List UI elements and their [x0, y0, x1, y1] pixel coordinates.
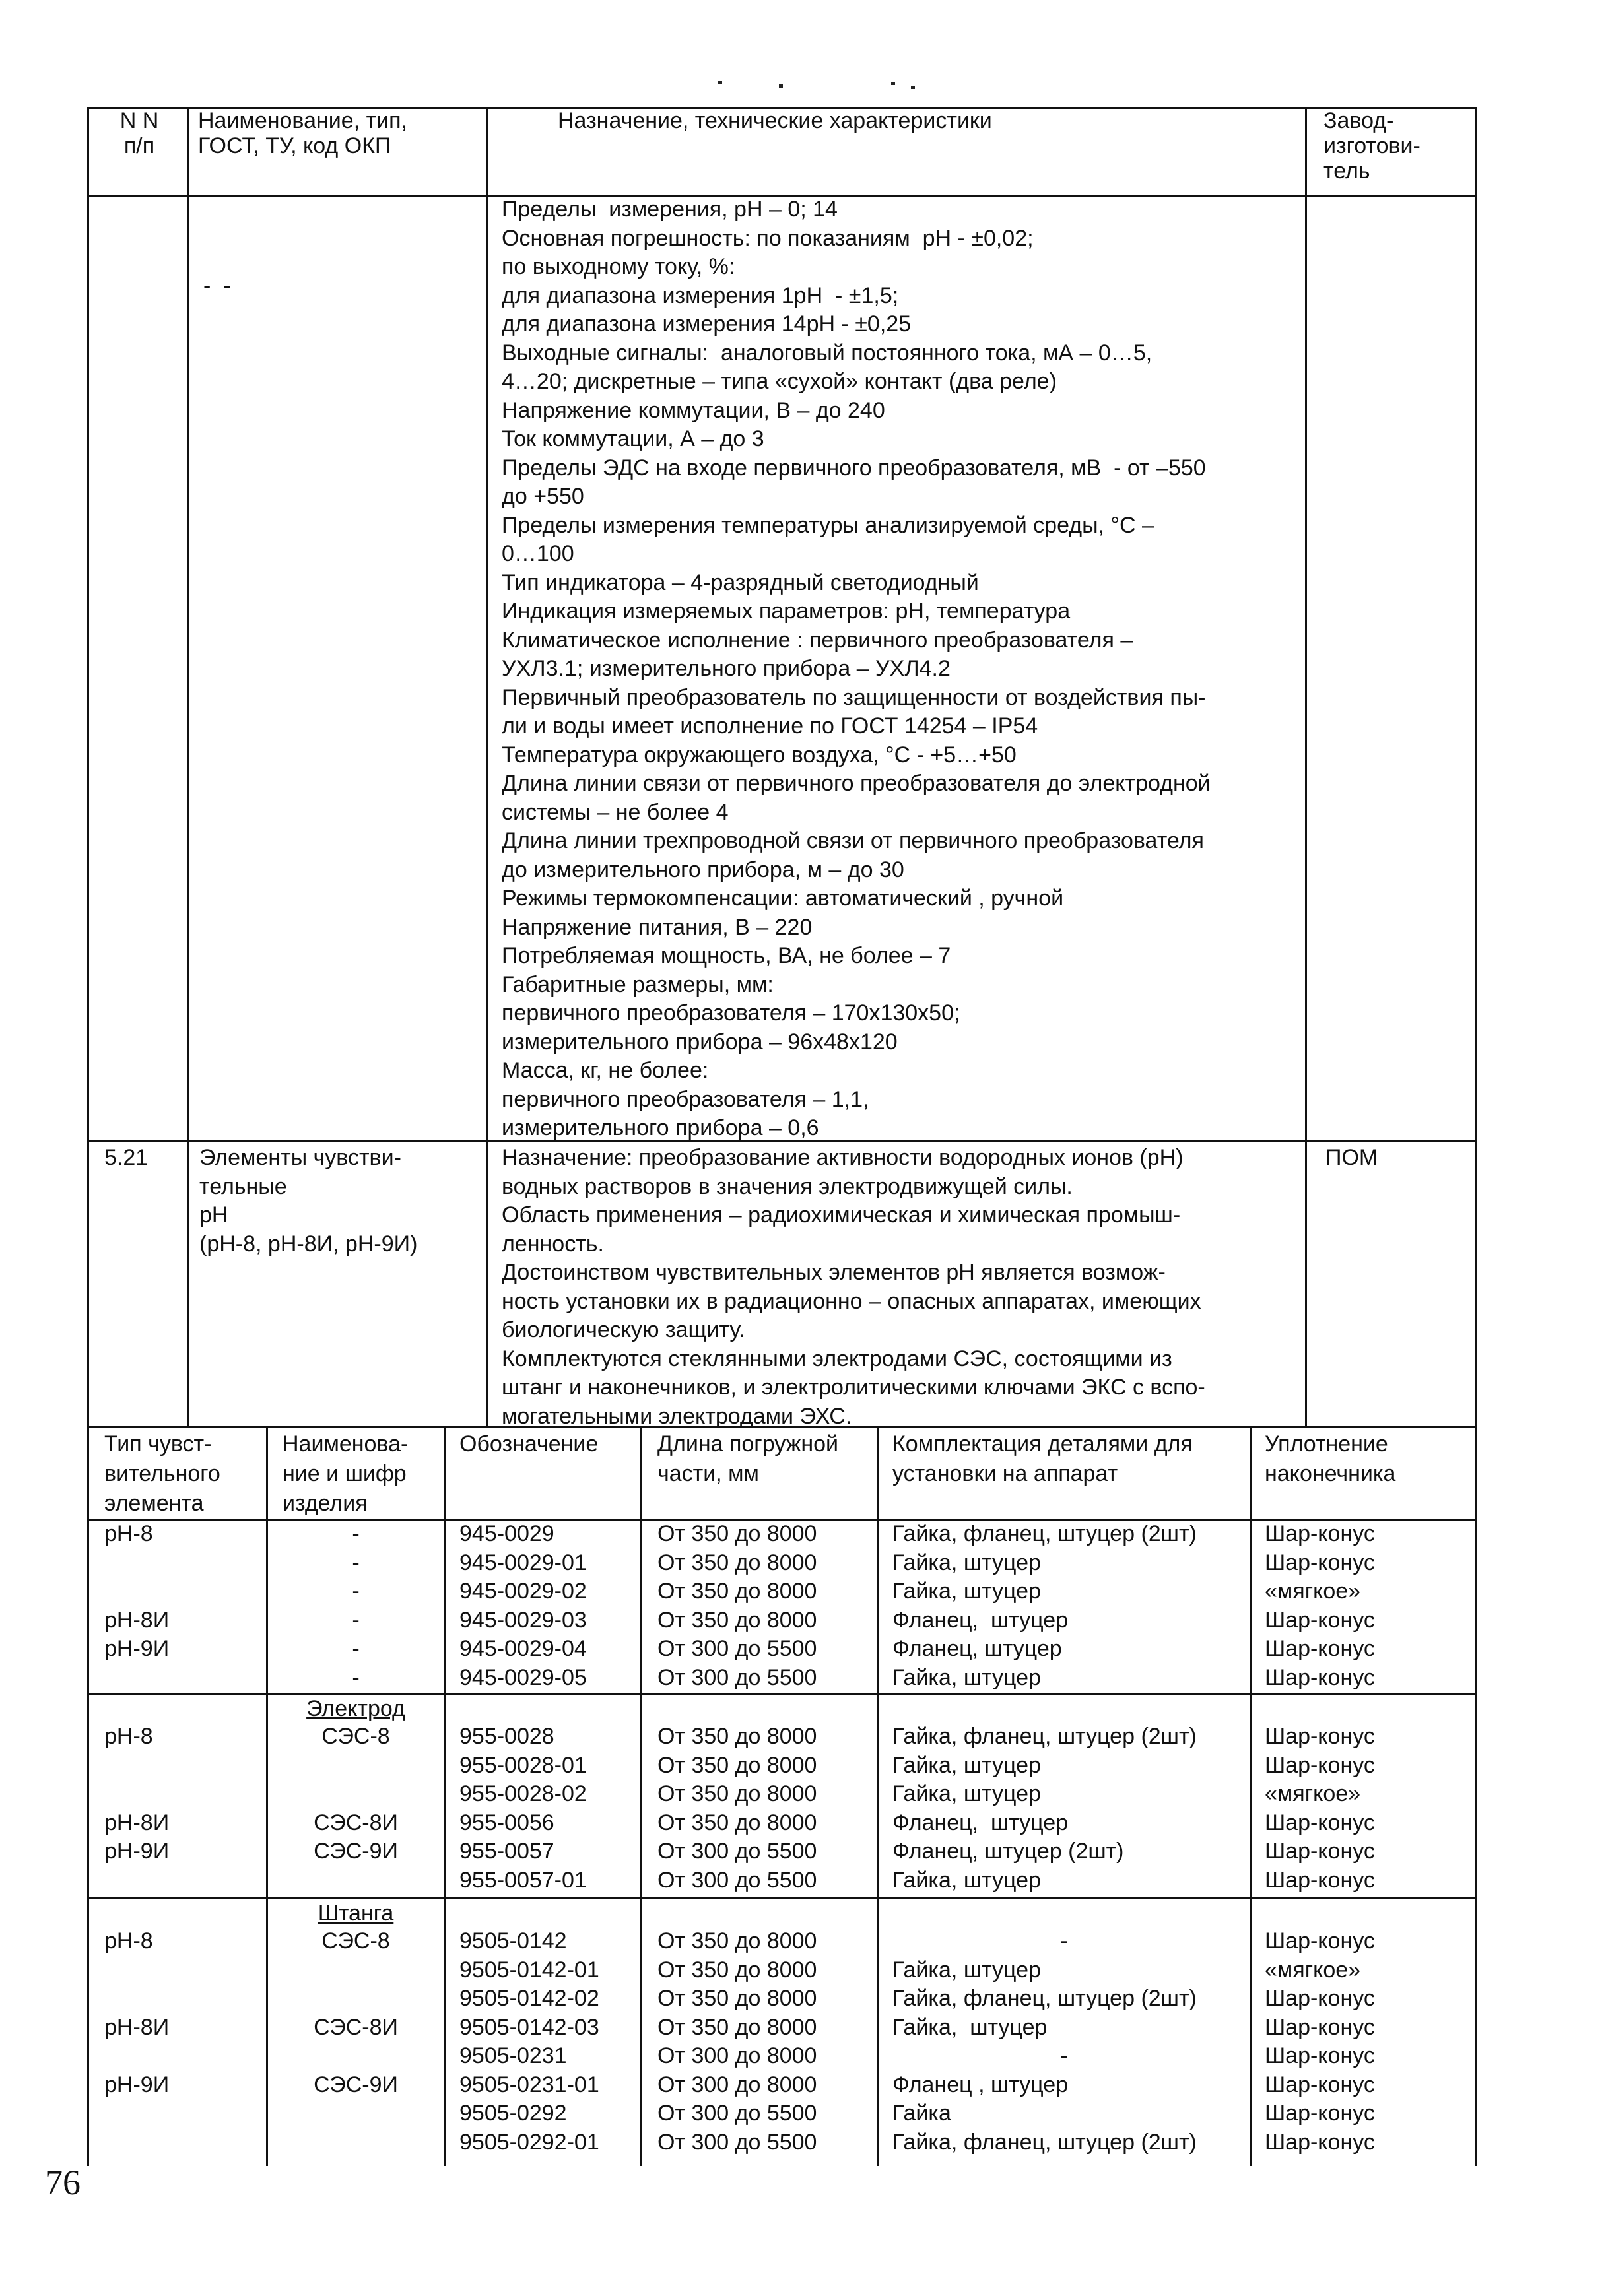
- cell-designation: 9505-0292-01: [459, 2129, 599, 2155]
- cell-type: рН-8: [104, 1724, 153, 1749]
- cell-length: От 350 до 8000: [657, 1607, 817, 1633]
- scan-speck: [911, 86, 915, 89]
- spec-line: Основная погрешность: по показаниям рН - ±0,02;: [502, 225, 1034, 251]
- cell-kit: Гайка, штуцер: [892, 1579, 1041, 1604]
- sub-header-designation: Обозначение: [459, 1431, 599, 1457]
- spec-line: Температура окружающего воздуха, °С - +5…+50: [502, 742, 1017, 768]
- page-number: 76: [45, 2163, 81, 2202]
- header-manufacturer: Завод- изготови- тель: [1323, 108, 1421, 183]
- cell-kit: Гайка, штуцер: [892, 2014, 1048, 2040]
- section-label-rod: Штанга: [318, 1901, 394, 1926]
- cell-seal: Шар-конус: [1265, 1607, 1375, 1633]
- cell-name: СЭС-8: [321, 1724, 390, 1749]
- spec-line: Пределы измерения, рН – 0; 14: [502, 197, 838, 222]
- item-name-line: Элементы чувстви-: [199, 1145, 401, 1170]
- spec-line: ли и воды имеет исполнение по ГОСТ 14254 – IP54: [502, 713, 1038, 738]
- table-row: [0, 1520, 1606, 1549]
- header-number: N N п/п: [119, 108, 159, 158]
- cell-type: рН-8И: [104, 2014, 170, 2040]
- table-row: [0, 2042, 1606, 2071]
- item-description: [502, 1144, 1205, 1431]
- cell-designation: 955-0028-02: [459, 1781, 587, 1806]
- cell-type: рН-8И: [104, 1607, 170, 1633]
- cell-seal: Шар-конус: [1265, 1550, 1375, 1575]
- spec-line: 4…20; дискретные – типа «сухой» контакт (два реле): [502, 369, 1057, 394]
- cell-seal: Шар-конус: [1265, 1521, 1375, 1546]
- vline-main-3: [1305, 107, 1307, 1427]
- cell-type: рН-8: [104, 1521, 153, 1546]
- group-1: [0, 1520, 1606, 1692]
- spec-name-cell: - -: [203, 273, 231, 298]
- spec-line: Длина линии трехпроводной связи от первичного преобразователя: [502, 828, 1204, 853]
- cell-designation: 9505-0142-03: [459, 2014, 599, 2040]
- cell-seal: Шар-конус: [1265, 2043, 1375, 2068]
- cell-designation: 955-0056: [459, 1810, 554, 1835]
- spec-line: Длина линии связи от первичного преобразователя до электродной: [502, 771, 1211, 796]
- cell-seal: Шар-конус: [1265, 1664, 1375, 1690]
- cell-length: От 350 до 8000: [657, 1781, 817, 1806]
- item-name-line: тельные: [199, 1173, 287, 1199]
- item-desc-line: ность установки их в радиационно – опасных аппаратах, имеющих: [502, 1288, 1201, 1314]
- spec-lines: [502, 195, 1211, 1143]
- spec-line: Напряжение коммутации, В – до 240: [502, 397, 885, 423]
- table-row: [0, 2071, 1606, 2100]
- cell-kit: Фланец , штуцер: [892, 2072, 1069, 2097]
- spec-line: Пределы измерения температуры анализируемой среды, °С –: [502, 512, 1154, 538]
- cell-length: От 350 до 8000: [657, 2014, 817, 2040]
- cell-name: -: [352, 1550, 360, 1575]
- cell-seal: Шар-конус: [1265, 1839, 1375, 1864]
- spec-line: для диапазона измерения 1рН - ±1,5;: [502, 282, 899, 308]
- cell-designation: 945-0029: [459, 1521, 554, 1546]
- cell-length: От 300 до 5500: [657, 1867, 817, 1893]
- item-desc-line: водных растворов в значения электродвижущей силы.: [502, 1173, 1073, 1199]
- header-name: Наименование, тип, ГОСТ, ТУ, код ОКП: [198, 108, 408, 158]
- table-row: [0, 1722, 1606, 1752]
- cell-length: От 350 до 8000: [657, 1986, 817, 2011]
- cell-name: СЭС-9И: [314, 1839, 398, 1864]
- table-row: [0, 1780, 1606, 1809]
- cell-type: рН-8И: [104, 1810, 170, 1835]
- item-desc-line: Область применения – радиохимическая и химическая промыш-: [502, 1202, 1181, 1228]
- item-desc-line: ленность.: [502, 1231, 604, 1257]
- cell-name: СЭС-8И: [314, 2014, 398, 2040]
- cell-length: От 350 до 8000: [657, 1928, 817, 1953]
- cell-name: -: [352, 1607, 360, 1633]
- cell-designation: 9505-0231: [459, 2043, 567, 2068]
- cell-length: От 350 до 8000: [657, 1579, 817, 1604]
- spec-line: первичного преобразователя – 1,1,: [502, 1086, 869, 1112]
- cell-designation: 9505-0292: [459, 2101, 567, 2126]
- item-desc-line: могательными электродами ЭХС.: [502, 1403, 852, 1429]
- cell-seal: Шар-конус: [1265, 1867, 1375, 1893]
- table-row: [0, 1549, 1606, 1578]
- cell-seal: «мягкое»: [1265, 1781, 1361, 1806]
- spec-line: Масса, кг, не более:: [502, 1058, 709, 1083]
- scan-speck: [718, 81, 722, 84]
- section-label-electrode: Электрод: [306, 1696, 405, 1721]
- item-desc-line: биологическую защиту.: [502, 1317, 745, 1342]
- table-row: [0, 1927, 1606, 1956]
- spec-line: 0…100: [502, 541, 574, 566]
- cell-seal: Шар-конус: [1265, 1986, 1375, 2011]
- scan-speck: [891, 82, 895, 85]
- table-row: [0, 1606, 1606, 1635]
- cell-seal: «мягкое»: [1265, 1579, 1361, 1604]
- cell-type: рН-8: [104, 1928, 153, 1953]
- table-row: [0, 1837, 1606, 1866]
- item-name: [199, 1144, 417, 1259]
- cell-kit: Фланец, штуцер: [892, 1607, 1069, 1633]
- spec-line: до +550: [502, 484, 584, 509]
- cell-seal: Шар-конус: [1265, 1810, 1375, 1835]
- cell-length: От 350 до 8000: [657, 1550, 817, 1575]
- cell-kit: Гайка, фланец, штуцер (2шт): [892, 2129, 1197, 2155]
- item-desc-line: Назначение: преобразование активности водородных ионов (рН): [502, 1145, 1184, 1170]
- sub-header-seal: Уплотнение наконечника: [1265, 1431, 1396, 1486]
- scan-speck: [779, 84, 783, 88]
- cell-designation: 9505-0231-01: [459, 2072, 599, 2097]
- cell-designation: 945-0029-02: [459, 1579, 587, 1604]
- table-row: [0, 1664, 1606, 1693]
- spec-line: Напряжение питания, В – 220: [502, 914, 813, 940]
- spec-line: по выходному току, %:: [502, 254, 735, 279]
- cell-length: От 300 до 5500: [657, 1839, 817, 1864]
- cell-kit: Гайка, штуцер: [892, 1664, 1041, 1690]
- cell-length: От 300 до 5500: [657, 2101, 817, 2126]
- table-row: [0, 1956, 1606, 1985]
- cell-type: рН-9И: [104, 1636, 170, 1661]
- vline-main-1: [187, 107, 189, 1427]
- sub-header-kit: Комплектация деталями для установки на аппарат: [892, 1431, 1193, 1486]
- cell-designation: 9505-0142: [459, 1928, 567, 1953]
- spec-line: для диапазона измерения 14рН - ±0,25: [502, 312, 912, 337]
- cell-seal: Шар-конус: [1265, 1752, 1375, 1778]
- cell-seal: Шар-конус: [1265, 1724, 1375, 1749]
- cell-designation: 945-0029-03: [459, 1607, 587, 1633]
- cell-length: От 300 до 5500: [657, 1664, 817, 1690]
- group-2: [0, 1722, 1606, 1895]
- item-desc-line: штанг и наконечников, и электролитическими ключами ЭКС с вспо-: [502, 1375, 1205, 1400]
- cell-kit: Гайка, штуцер: [892, 1550, 1041, 1575]
- cell-kit: Фланец, штуцер: [892, 1810, 1069, 1835]
- cell-length: От 350 до 8000: [657, 1957, 817, 1983]
- sub-header-length: Длина погружной части, мм: [657, 1431, 839, 1486]
- cell-designation: 955-0057: [459, 1839, 554, 1864]
- cell-type: рН-9И: [104, 2072, 170, 2097]
- cell-length: От 300 до 5500: [657, 1636, 817, 1661]
- item-desc-line: Достоинством чувствительных элементов рН является возмож-: [502, 1260, 1166, 1285]
- cell-seal: «мягкое»: [1265, 1957, 1361, 1983]
- cell-name: СЭС-9И: [314, 2072, 398, 2097]
- table-row: [0, 1635, 1606, 1664]
- item-desc-line: Комплектуются стеклянными электродами СЭС, состоящими из: [502, 1346, 1172, 1371]
- cell-designation: 945-0029-04: [459, 1636, 587, 1661]
- table-row: [0, 1984, 1606, 2014]
- spec-line: УХЛ3.1; измерительного прибора – УХЛ4.2: [502, 656, 951, 681]
- spec-line: измерительного прибора – 0,6: [502, 1115, 819, 1140]
- cell-length: От 350 до 8000: [657, 1752, 817, 1778]
- cell-length: От 350 до 8000: [657, 1724, 817, 1749]
- spec-line: Выходные сигналы: аналоговый постоянного тока, мА – 0…5,: [502, 340, 1153, 366]
- cell-name: -: [352, 1521, 360, 1546]
- spec-line: системы – не более 4: [502, 799, 729, 825]
- spec-line: Габаритные размеры, мм:: [502, 971, 774, 997]
- cell-kit: Гайка, штуцер: [892, 1957, 1041, 1983]
- table-row: [0, 2128, 1606, 2157]
- spec-line: Тип индикатора – 4-разрядный светодиодный: [502, 570, 979, 595]
- table-row: [0, 1577, 1606, 1606]
- spec-line: Климатическое исполнение : первичного преобразователя –: [502, 627, 1133, 653]
- sub-header-name: Наименова- ние и шифр изделия: [283, 1431, 409, 1516]
- cell-kit: Фланец, штуцер: [892, 1636, 1062, 1661]
- item-name-line: рН: [199, 1202, 228, 1228]
- cell-designation: 9505-0142-01: [459, 1957, 599, 1983]
- sub-header-type: Тип чувст- вительного элемента: [104, 1431, 220, 1516]
- cell-kit: Гайка, фланец, штуцер (2шт): [892, 1521, 1197, 1546]
- group-3: [0, 1927, 1606, 2157]
- cell-length: От 300 до 8000: [657, 2072, 817, 2097]
- cell-name: -: [352, 1636, 360, 1661]
- table-row: [0, 2014, 1606, 2043]
- cell-name: -: [352, 1579, 360, 1604]
- table-row: [0, 1752, 1606, 1781]
- cell-length: От 300 до 5500: [657, 2129, 817, 2155]
- cell-designation: 945-0029-01: [459, 1550, 587, 1575]
- cell-kit: -: [1060, 1928, 1068, 1953]
- item-name-line: (рН-8, рН-8И, рН-9И): [199, 1231, 418, 1257]
- cell-seal: Шар-конус: [1265, 2014, 1375, 2040]
- spec-line: Режимы термокомпенсации: автоматический , ручной: [502, 886, 1064, 911]
- cell-designation: 945-0029-05: [459, 1664, 587, 1690]
- cell-kit: Гайка: [892, 2101, 951, 2126]
- vline-main-2: [486, 107, 488, 1427]
- cell-name: -: [352, 1664, 360, 1690]
- cell-kit: Гайка, штуцер: [892, 1867, 1041, 1893]
- cell-designation: 955-0028-01: [459, 1752, 587, 1778]
- cell-name: СЭС-8И: [314, 1810, 398, 1835]
- spec-line: Индикация измеряемых параметров: рН, температура: [502, 599, 1071, 624]
- cell-seal: Шар-конус: [1265, 1928, 1375, 1953]
- cell-kit: Фланец, штуцер (2шт): [892, 1839, 1124, 1864]
- spec-line: Первичный преобразователь по защищенности от воздействия пы-: [502, 684, 1206, 710]
- cell-name: СЭС-8: [321, 1928, 390, 1953]
- table-row: [0, 1809, 1606, 1838]
- cell-seal: Шар-конус: [1265, 1636, 1375, 1661]
- cell-kit: Гайка, штуцер: [892, 1752, 1041, 1778]
- item-manufacturer: ПОМ: [1325, 1145, 1378, 1170]
- spec-line: до измерительного прибора, м – до 30: [502, 857, 904, 882]
- cell-kit: Гайка, фланец, штуцер (2шт): [892, 1986, 1197, 2011]
- spec-line: Ток коммутации, А – до 3: [502, 426, 764, 451]
- cell-designation: 9505-0142-02: [459, 1986, 599, 2011]
- table-row: [0, 1866, 1606, 1895]
- cell-type: рН-9И: [104, 1839, 170, 1864]
- cell-seal: Шар-конус: [1265, 2101, 1375, 2126]
- cell-length: От 350 до 8000: [657, 1521, 817, 1546]
- cell-kit: Гайка, штуцер: [892, 1781, 1041, 1806]
- cell-seal: Шар-конус: [1265, 2072, 1375, 2097]
- header-purpose: Назначение, технические характеристики: [558, 108, 992, 133]
- item-number: 5.21: [104, 1145, 149, 1170]
- spec-line: первичного преобразователя – 170х130х50;: [502, 1000, 960, 1026]
- cell-kit: -: [1060, 2043, 1068, 2068]
- spec-line: Пределы ЭДС на входе первичного преобразователя, мВ - от –550: [502, 455, 1206, 480]
- cell-seal: Шар-конус: [1265, 2129, 1375, 2155]
- cell-designation: 955-0057-01: [459, 1867, 587, 1893]
- cell-length: От 350 до 8000: [657, 1810, 817, 1835]
- spec-line: измерительного прибора – 96х48х120: [502, 1029, 898, 1055]
- spec-line: Потребляемая мощность, ВА, не более – 7: [502, 943, 951, 968]
- cell-length: От 300 до 8000: [657, 2043, 817, 2068]
- table-row: [0, 2099, 1606, 2128]
- cell-designation: 955-0028: [459, 1724, 554, 1749]
- cell-kit: Гайка, фланец, штуцер (2шт): [892, 1724, 1197, 1749]
